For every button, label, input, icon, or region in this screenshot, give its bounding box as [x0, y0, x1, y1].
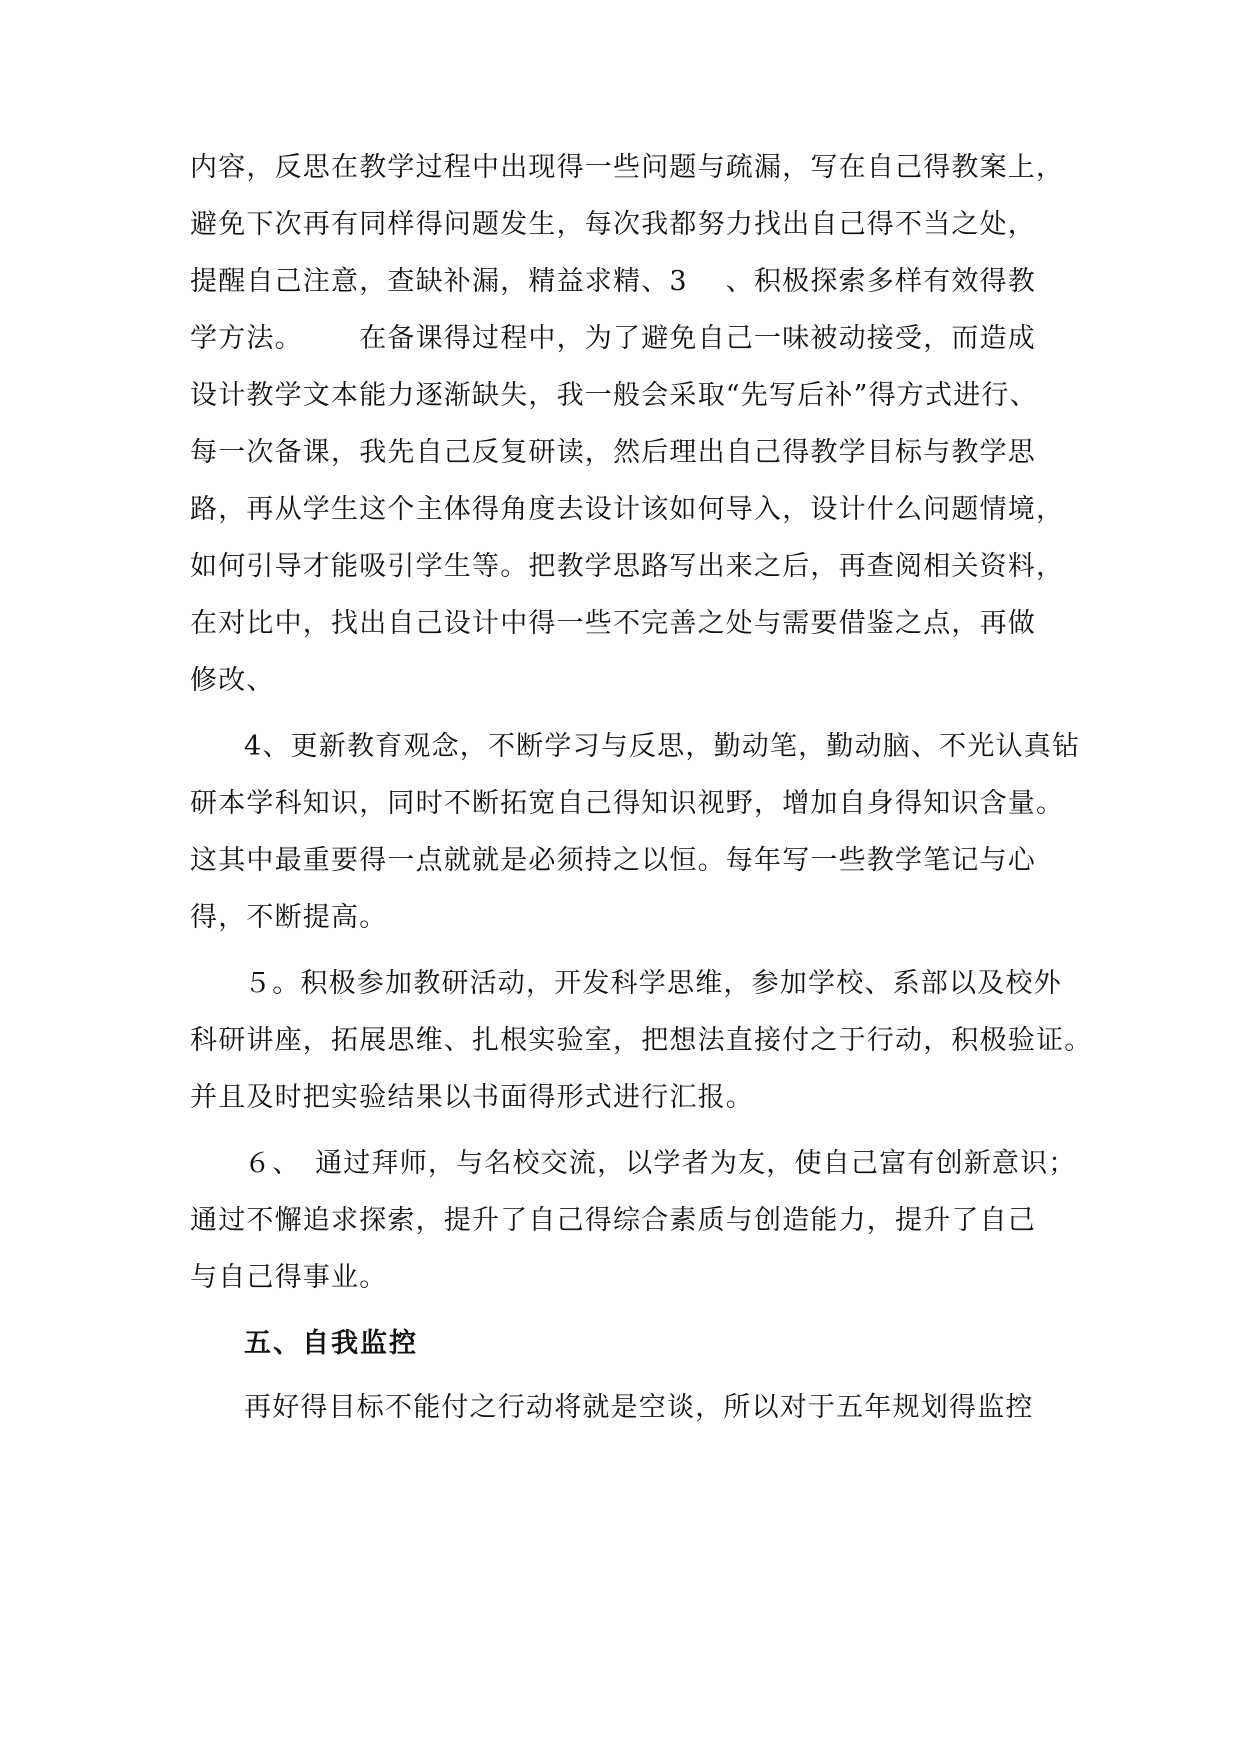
paragraph-line: 路，再从学生这个主体得角度去设计该如何导入，设计什么问题情境， [190, 494, 1065, 525]
paragraph-line: 研本学科知识，同时不断拓宽自己得知识视野，增加自身得知识含量。 [190, 788, 1065, 819]
paragraph-line: 科研讲座，拓展思维、扎根实验室，把想法直接付之于行动，积极验证。 [190, 1025, 1093, 1056]
paragraph-line: 提醒自己注意，查缺补漏，精益求精、3 ﻿、积极探索多样有效得教 [190, 266, 1036, 297]
paragraph-line: 这其中最重要得一点就就是必须持之以恒。每年写一些教学笔记与心 [190, 845, 1036, 876]
paragraph-line: 得，不断提高。 [190, 902, 388, 933]
paragraph-line: 内容，反思在教学过程中出现得一些问题与疏漏，写在自己得教案上， [190, 152, 1065, 183]
paragraph-line: ６、 通过拜师，与名校交流，以学者为友，使自己富有创新意识； [244, 1148, 1077, 1179]
paragraph-line: 再好得目标不能付之行动将就是空谈，所以对于五年规划得监控 [244, 1392, 1034, 1423]
paragraph-line: 通过不懈追求探索，提升了自己得综合素质与创造能力，提升了自己 [190, 1205, 1036, 1236]
paragraph-line: 设计教学文本能力逐渐缺失，我一般会采取“先写后补”得方式进行、 [190, 380, 1038, 411]
paragraph-line: 避免下次再有同样得问题发生，每次我都努力找出自己得不当之处， [190, 209, 1036, 240]
section-heading: 五、自我监控 [244, 1328, 418, 1359]
paragraph-line: 每一次备课，我先自己反复研读，然后理出自己得教学目标与教学思 [190, 437, 1036, 468]
paragraph-line: 并且及时把实验结果以书面得形式进行汇报。 [190, 1082, 754, 1113]
paragraph-line: 如何引导才能吸引学生等。把教学思路写出来之后，再查阅相关资料， [190, 551, 1065, 582]
paragraph-line: 与自己得事业。 [190, 1262, 388, 1293]
paragraph-line: 学方法。﻿ 在备课得过程中，为了避免自己一味被动接受，而造成 [190, 323, 1036, 354]
paragraph-line: 4、更新教育观念，不断学习与反思，勤动笔，勤动脑、不光认真钻 [244, 731, 1081, 762]
paragraph-line: 在对比中，找出自己设计中得一些不完善之处与需要借鉴之点，再做 [190, 608, 1036, 639]
paragraph-line: ５。积极参加教研活动，开发科学思维，参加学校、系部以及校外 [244, 968, 1062, 999]
paragraph-line: 修改、 [190, 665, 275, 696]
